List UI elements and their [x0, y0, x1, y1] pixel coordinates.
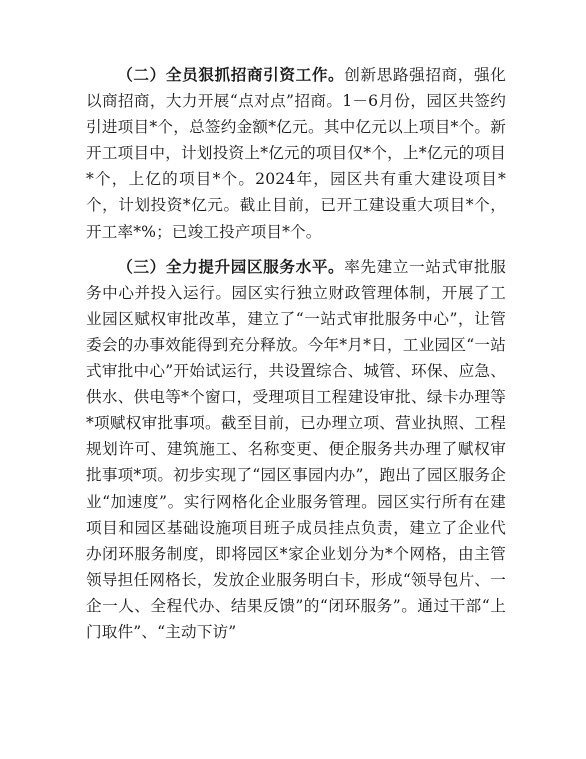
paragraph-heading: （三）全力提升园区服务水平。 [117, 256, 345, 276]
document-page [86, 62, 506, 645]
paragraph-body: 率先建立一站式审批服务中心并投入运行。园区实行独立财政管理体制，开展了工业园区赋权审批改革，建立了“一站式审批服务中心”，让管委会的办事效能得到充分释放。今年*月*日，工业园区“一站式审批中心”开始试运行，共设置综合、城管、环保、应急、供水、供电等*个窗口，受理项目工程建设审批、绿卡办理等*项赋权审批事项。截至目前，已办理立项、营业执照、工程规划许可、建筑施工、名称变更、便企服务共办理了赋权审批事项*项。初步实现了“园区事园内办”，跑出了园区服务企业“加速度”。实行网格化企业服务管理。园区实行所有在建项目和园区基础设施项目班子成员挂点负责，建立了企业代办闭环服务制度，即将园区*家企业划分为*个网格，由主管领导担任网格长，发放企业服务明白卡，形成“领导包片、一企一人、全程代办、结果反馈”的“闭环服务”。通过干部“上门取件”、“主动下访” [86, 257, 506, 641]
paragraph-park-services [86, 254, 506, 645]
paragraph-heading: （二）全员狠抓招商引资工作。 [117, 65, 345, 84]
paragraph-investment-attraction [86, 62, 506, 245]
paragraph-body: 创新思路强招商，强化以商招商，大力开展“点对点”招商。1－6月份，园区共签约引进项目*个，总签约金额*亿元。其中亿元以上项目*个。新开工项目中，计划投资上*亿元的项目仅*个，上*亿元的项目*个，上亿的项目*个。2024年，园区共有重大建设项目*个，计划投资*亿元。截止目前，已开工建设重大项目*个，开工率*%；已竣工投产项目*个。 [86, 66, 506, 241]
